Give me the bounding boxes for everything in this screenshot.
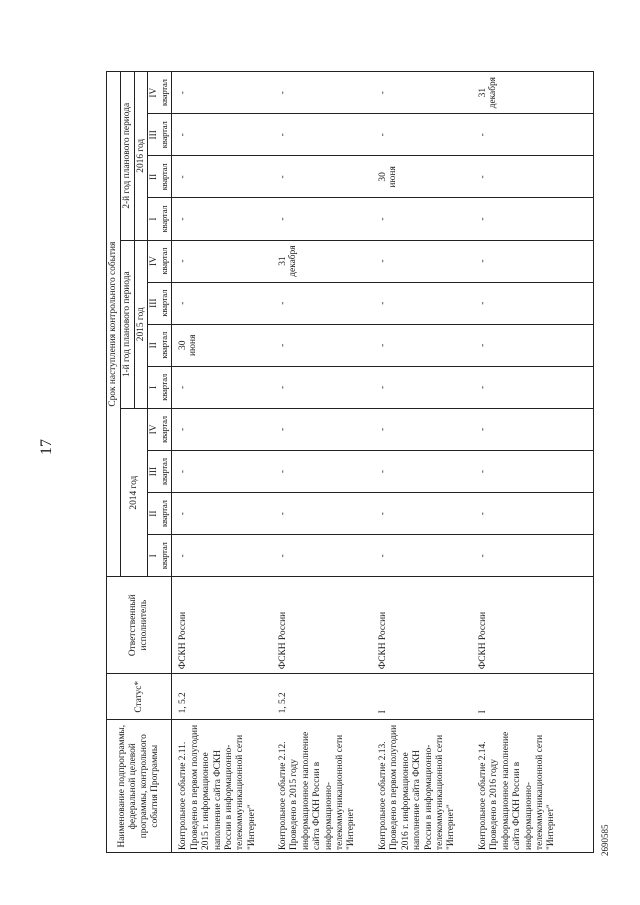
quarter-number: II — [149, 173, 160, 181]
header-quarter — [148, 408, 172, 450]
quarter-cell: - — [172, 72, 272, 114]
quarter-number: I — [149, 385, 160, 389]
quarter-word: квартал — [159, 121, 170, 149]
control-events-table — [106, 71, 594, 853]
quarter-cell: - — [372, 493, 472, 535]
header-responsible: Ответственный исполнитель — [107, 577, 172, 674]
table-row — [472, 72, 594, 853]
header-quarter — [148, 198, 172, 240]
header-plan-year-2: 2-й год планового периода — [120, 72, 134, 241]
header-name: Наименование подпрограммы, федеральной целевой программы, контрольного события Программы — [107, 720, 172, 853]
quarter-cell: - — [472, 451, 594, 493]
quarter-number: III — [149, 466, 160, 477]
event-responsible: ФСКН России — [372, 577, 472, 674]
quarter-cell: - — [172, 198, 272, 240]
quarter-cell: - — [472, 282, 594, 324]
header-quarter — [148, 156, 172, 198]
quarter-cell: - — [472, 324, 594, 366]
table-row — [372, 72, 472, 853]
quarter-word: квартал — [159, 331, 170, 359]
quarter-number: IV — [149, 87, 160, 98]
table-row — [272, 72, 372, 853]
quarter-cell: - — [172, 240, 272, 282]
quarter-cell: - — [272, 451, 372, 493]
quarter-number: IV — [149, 256, 160, 267]
quarter-word: квартал — [159, 500, 170, 528]
quarter-number: IV — [149, 424, 160, 435]
event-name: Контрольное событие 2.11. Проведено в первом полугодии 2015 г. информационное наполнение сайта ФСКН России в информационно-телекоммуникационной сети "Интернет" — [172, 720, 272, 853]
quarter-cell: - — [172, 366, 272, 408]
quarter-cell: - — [272, 408, 372, 450]
header-quarter — [148, 72, 172, 114]
quarter-word: квартал — [159, 458, 170, 485]
quarter-cell: - — [372, 114, 472, 156]
quarter-cell: - — [172, 451, 272, 493]
event-responsible: ФСКН России — [272, 577, 372, 674]
header-quarter — [148, 282, 172, 324]
quarter-number: I — [149, 217, 160, 221]
event-name: Контрольное событие 2.12. Проведено в 2015 году информационное наполнение сайта ФСКН России в информационно-телекоммуникационной сети "Интернет — [272, 720, 372, 853]
header-quarter — [148, 451, 172, 493]
quarter-cell: 30 июня — [172, 324, 272, 366]
header-quarter — [148, 493, 172, 535]
event-status: I — [472, 674, 594, 720]
quarter-cell: - — [272, 282, 372, 324]
quarter-cell: - — [172, 156, 272, 198]
header-deadline: Срок наступления контрольного события — [107, 72, 121, 577]
quarter-number: II — [149, 510, 160, 517]
quarter-cell: - — [472, 198, 594, 240]
quarter-number: III — [149, 298, 160, 308]
header-plan-year-1: 1-й год планового периода — [120, 240, 134, 408]
quarter-number: III — [149, 130, 160, 140]
page-number: 17 — [38, 439, 55, 455]
control-events-table-wrapper — [106, 71, 557, 853]
quarter-cell: - — [372, 366, 472, 408]
quarter-cell: - — [272, 198, 372, 240]
event-responsible: ФСКН России — [472, 577, 594, 674]
header-quarter — [148, 366, 172, 408]
quarter-cell: - — [172, 408, 272, 450]
quarter-cell: - — [172, 282, 272, 324]
quarter-cell: - — [372, 324, 472, 366]
header-quarter — [148, 324, 172, 366]
quarter-cell: - — [472, 408, 594, 450]
quarter-word: квартал — [159, 163, 170, 191]
quarter-word: квартал — [159, 205, 170, 233]
quarter-cell: - — [272, 156, 372, 198]
event-name: Контрольное событие 2.13. Проведено в первом полугодии 2016 г. информационное наполнение сайта ФСКН России в информационно-телекоммуникационной сети "Интернет" — [372, 720, 472, 853]
quarter-cell: - — [372, 451, 472, 493]
quarter-cell: 31 декабря — [272, 240, 372, 282]
event-responsible: ФСКН России — [172, 577, 272, 674]
header-quarter — [148, 114, 172, 156]
quarter-cell: - — [272, 535, 372, 577]
quarter-cell: - — [472, 156, 594, 198]
header-status: Статус* — [107, 674, 172, 720]
quarter-cell: - — [172, 493, 272, 535]
header-year-2015: 2015 год — [134, 240, 148, 408]
table-body — [172, 72, 594, 853]
quarter-cell: - — [272, 72, 372, 114]
quarter-cell: - — [472, 535, 594, 577]
header-quarter — [148, 240, 172, 282]
quarter-word: квартал — [159, 289, 170, 317]
quarter-cell: - — [272, 493, 372, 535]
header-year-2014: 2014 год — [120, 408, 148, 576]
quarter-number: II — [149, 342, 160, 349]
quarter-cell: - — [372, 240, 472, 282]
quarter-cell: - — [172, 535, 272, 577]
quarter-cell: 31 декабря — [472, 72, 594, 114]
quarter-number: I — [149, 554, 160, 558]
quarter-cell: - — [472, 493, 594, 535]
quarter-cell: - — [472, 114, 594, 156]
quarter-cell: - — [472, 240, 594, 282]
quarter-cell: - — [272, 324, 372, 366]
quarter-cell: - — [372, 72, 472, 114]
event-status: I — [372, 674, 472, 720]
quarter-cell: - — [472, 366, 594, 408]
event-status: 1, 5.2 — [172, 674, 272, 720]
quarter-word: квартал — [159, 374, 170, 401]
quarter-cell: - — [372, 535, 472, 577]
quarter-cell: - — [372, 282, 472, 324]
quarter-word: квартал — [159, 247, 170, 275]
event-status: 1, 5.2 — [272, 674, 372, 720]
quarter-cell: - — [272, 114, 372, 156]
quarter-word: квартал — [159, 416, 170, 443]
quarter-word: квартал — [159, 79, 170, 107]
quarter-cell: - — [272, 366, 372, 408]
document-code: 2690585 — [600, 824, 610, 856]
quarter-cell: - — [172, 114, 272, 156]
event-name: Контрольное событие 2.14. Проведено в 2016 году информационное наполнение сайта ФСКН России в информационно-телекоммуникационной сети "Интернет" — [472, 720, 594, 853]
quarter-cell: - — [372, 408, 472, 450]
table-row — [172, 72, 272, 853]
quarter-word: квартал — [159, 542, 170, 570]
header-quarter — [148, 535, 172, 577]
header-year-2016: 2016 год — [134, 72, 148, 241]
quarter-cell: 30 июня — [372, 156, 472, 198]
quarter-cell: - — [372, 198, 472, 240]
